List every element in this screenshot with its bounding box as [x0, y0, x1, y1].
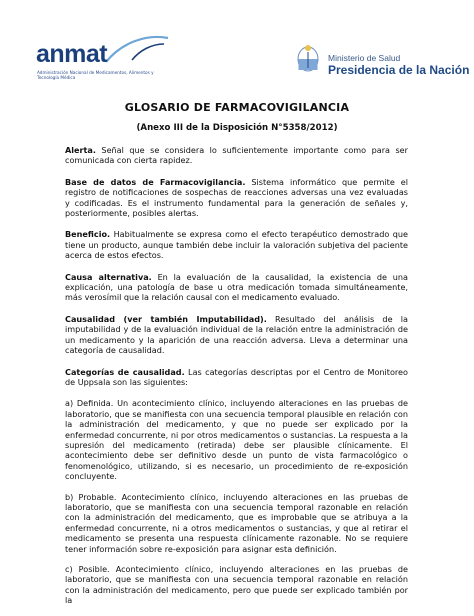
presidency-name: Presidencia de la Nación: [328, 63, 470, 77]
glossary-definition: Señal que se considera lo suficientemente importante como para ser comunicada con cierta rapidez.: [65, 145, 408, 166]
swoosh-icon: [102, 32, 172, 72]
glossary-definition: En la evaluación de la causalidad, la existencia de una explicación, una patología de base u otra medicación tomada simultáneamente, más verosímil que la relación causal con el medicamento evaluado.: [65, 271, 408, 303]
glossary-term: Alerta.: [65, 145, 96, 155]
glossary-term: Beneficio.: [65, 229, 111, 240]
glossary-entry: [65, 145, 408, 166]
glossary-term: Base de datos de Farmacovigilancia.: [65, 176, 246, 187]
ministry-logo: [296, 40, 471, 80]
glossary-entry: [65, 272, 408, 303]
causality-category-probable: b) Probable. Acontecimiento clínico, incluyendo alteraciones en las pruebas de laboratorio, que se manifiesta con una secuencia temporal razonable en relación con la administración del medicamento, que es improbable que se atribuya a la enfermedad concurrente, ni a otros medicamentos o sustancias, y que al retirar el medicamento se presenta una respuesta clínicamente razonable. No se requiere tener información sobre re-exposición para asignar esta definición.: [65, 491, 408, 554]
glossary-definition: Las categorías descriptas por el Centro de Monitoreo de Uppsala son las siguientes:: [65, 366, 408, 387]
document-title: GLOSARIO DE FARMACOVIGILANCIA: [124, 101, 350, 114]
page-header: [0, 38, 474, 98]
glossary-term: Categorías de causalidad.: [65, 366, 185, 377]
document-subtitle: (Anexo III de la Disposición N°5358/2012): [136, 123, 338, 133]
glossary-body: [65, 145, 408, 616]
anmat-logo: [36, 40, 176, 86]
glossary-definition: Habitualmente se expresa como el efecto terapéutico demostrado que tiene un producto, aunque también debe incluir la valoración subjetiva del paciente acerca de estos efectos.: [65, 229, 408, 261]
glossary-term: Causalidad (ver también Imputabilidad).: [65, 313, 267, 324]
anmat-wordmark: anmat: [36, 40, 108, 68]
glossary-term: Causa alternativa.: [65, 271, 152, 282]
glossary-entry: [65, 177, 408, 219]
argentina-seal-icon: [296, 40, 320, 76]
anmat-subtitle: Administración Nacional de Medicamentos, Alimentos y Tecnología Médica: [37, 70, 154, 80]
causality-category-posible: c) Posible. Acontecimiento clínico, incluyendo alteraciones en las pruebas de laboratorio, que se manifiesta con una secuencia temporal razonable en relación con la administración del medicamento, pero que puede ser explicado también por la: [65, 564, 408, 606]
causality-category-definida: a) Definida. Un acontecimiento clínico, incluyendo alteraciones en las pruebas de laboratorio, que se manifiesta con una secuencia temporal plausible en relación con la administración del medicamento, y que no puede ser explicado por la enfermedad concurrente, ni por otros medicamentos o sustancias. La respuesta a la supresión del medicamento (retirada) debe ser plausible clínicamente. El acontecimiento debe ser definitivo desde un punto de vista farmacológico o fenomenológico, utilizando, si es necesario, un procedimiento de re-exposición concluyente.: [65, 398, 408, 482]
ministry-name: Ministerio de Salud: [328, 53, 401, 63]
glossary-entry: [65, 314, 408, 356]
glossary-definition: Resultado del análisis de la imputabilidad y de la evaluación individual de la relación entre la administración de un medicamento y la aparición de una reacción adversa. Lleva a determinar una categoría de causalidad.: [65, 313, 408, 356]
glossary-definition: Sistema informático que permite el registro de notificaciones de sospechas de reacciones adversas una vez evaluadas y codificadas. Es el instrumento fundamental para la generación de señales y, posteriormente, posibles alertas.: [65, 176, 409, 219]
glossary-entry: [65, 367, 408, 388]
glossary-entry: [65, 229, 408, 260]
